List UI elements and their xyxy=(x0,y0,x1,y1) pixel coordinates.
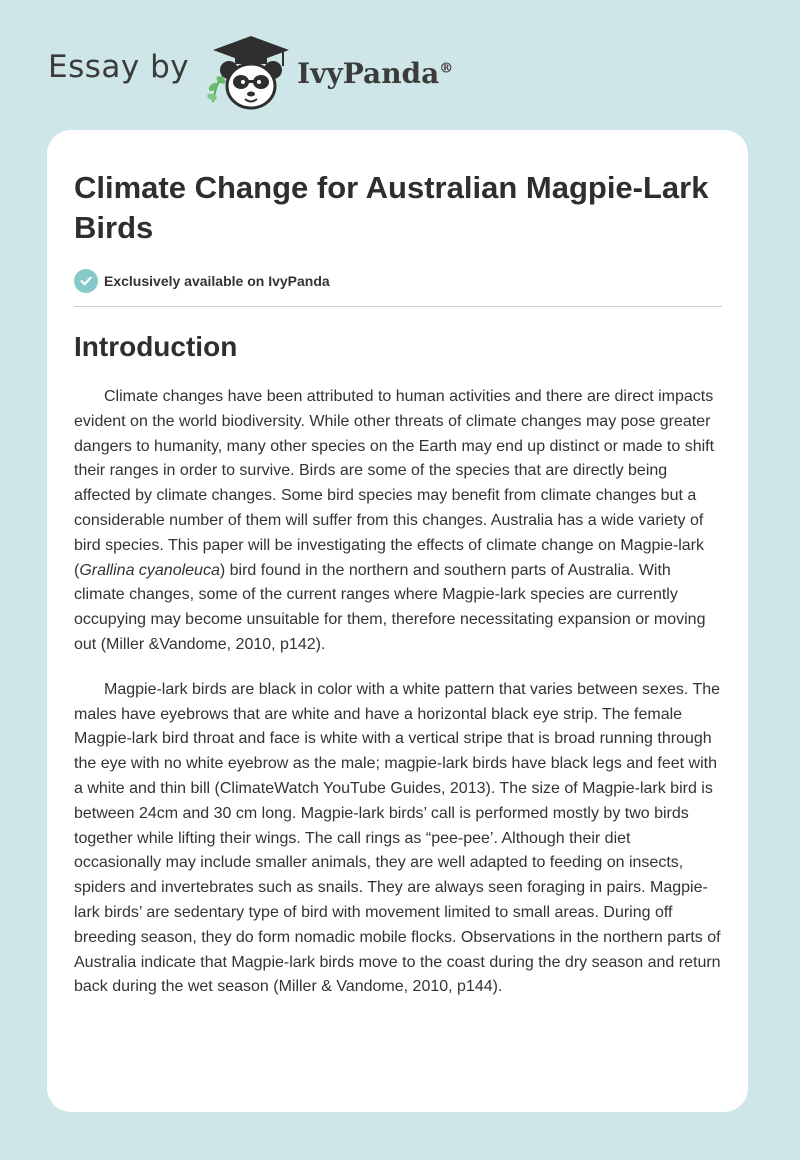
ivypanda-wordmark xyxy=(297,57,453,90)
essay-by-label: Essay by xyxy=(48,49,190,85)
intro-paragraph-2: Magpie-lark birds are black in color with a white pattern that varies between sexes. The males have eyebrows that are white and have a horizontal black eye strip. The female Magpie-lark bird throat and face is white with a vertical stripe that is broad running through the eye with no white eyebrow as the male; magpie-lark birds have black legs and feet with a white and thin bill (ClimateWatch YouTube Guides, 2013). The size of Magpie-lark bird is between 24cm and 30 cm long. Magpie-lark birds’ call is performed mostly by two birds together while lifting their wings. The call rings as “pee-pee’. Although their diet occasionally may include smaller animals, they are well adapted to feeding on insects, spiders and invertebrates such as snails. They are always seen foraging in pairs. Magpie-lark birds’ are sedentary type of bird with movement limited to small areas. During off breeding season, they do form nomadic mobile flocks. Observations in the northern parts of Australia indicate that Magpie-lark birds move to the coast during the dry season and return back during the wet season (Miller & Vandome, 2010, p144). xyxy=(74,680,721,996)
essay-title: Climate Change for Australian Magpie-Lark Birds xyxy=(74,170,709,245)
paragraph-1-text-end: ) bird found in the northern and southern parts of Australia. With climate changes, some of the current ranges where Magpie-lark species are currently occupying may become unsuitable for them, therefore necessitating expansion or moving out (Miller &Vandome, 2010, p142). xyxy=(74,561,706,653)
trademark-symbol: ® xyxy=(439,60,454,77)
species-scientific-name: Grallina cyanoleuca xyxy=(79,561,220,579)
exclusive-badge-label: Exclusively available on IvyPanda xyxy=(104,273,330,289)
paragraph-1-text-start: Climate changes have been attributed to human activities and there are direct impacts evident on the world biodiversity. While other threats of climate changes may pose greater dangers to humanity, many other species on the Earth may end up distinct or made to shift their ranges in order to survive. Birds are some of the species that are directly being affected by climate changes. Some bird species may benefit from climate changes but a considerable number of them will suffer from this changes. Australia has a wide variety of bird species. This paper will be investigating the effects of climate change on Magpie-lark ( xyxy=(74,388,715,579)
checkmark-icon xyxy=(74,269,98,293)
essay-card xyxy=(47,130,748,1112)
intro-paragraph-1 xyxy=(74,385,722,658)
section-heading-introduction: Introduction xyxy=(74,331,238,362)
brand-header[interactable] xyxy=(48,32,508,112)
panda-graduate-logo-icon xyxy=(203,32,295,112)
exclusive-badge xyxy=(74,269,722,293)
brand-name-text: IvyPanda xyxy=(297,56,440,90)
title-divider xyxy=(74,306,722,307)
